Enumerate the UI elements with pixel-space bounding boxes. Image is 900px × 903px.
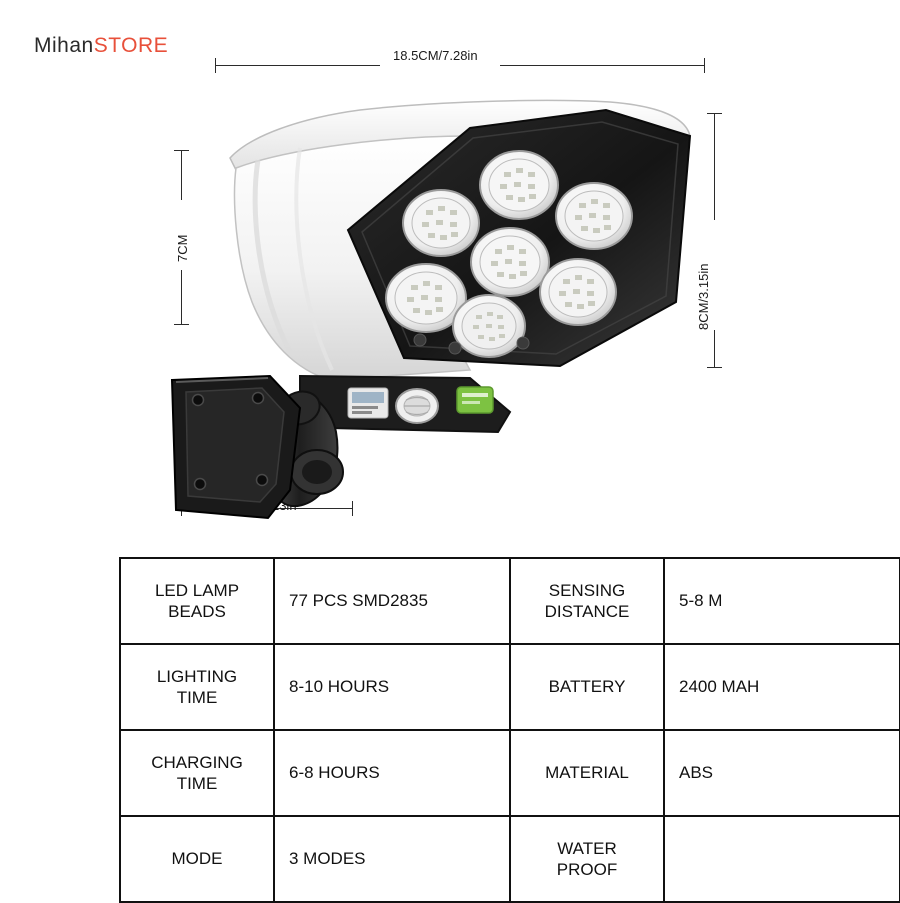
product-image-area: [0, 40, 900, 540]
spec-value: 2400 MAH: [664, 644, 900, 730]
led-module: [471, 228, 549, 296]
brand-name-part1: Mihan: [34, 34, 94, 57]
spec-key: BATTERY: [510, 644, 664, 730]
table-row: [120, 558, 900, 644]
dimension-label-height: 8CM/3.15in: [696, 263, 711, 330]
spec-value: 77 PCS SMD2835: [274, 558, 510, 644]
spec-key: MODE: [120, 816, 274, 902]
dimension-label-width: 18.5CM/7.28in: [393, 48, 478, 63]
spec-key: MATERIAL: [510, 730, 664, 816]
product-illustration: [0, 40, 900, 540]
table-row: [120, 816, 900, 902]
led-module: [403, 190, 479, 256]
table-row: [120, 730, 900, 816]
brand-name-part2: STORE: [93, 34, 169, 57]
spec-value: 5-8 M: [664, 558, 900, 644]
spec-value: [664, 816, 900, 902]
table-row: [120, 644, 900, 730]
power-button-icon: [457, 387, 493, 413]
dimension-label-body-height: 7CM: [175, 234, 190, 262]
specification-table: [119, 557, 900, 903]
led-module: [556, 183, 632, 249]
spec-key: LED LAMP BEADS: [120, 558, 274, 644]
led-module: [453, 295, 525, 357]
led-module: [480, 151, 558, 219]
spec-value: 8-10 HOURS: [274, 644, 510, 730]
spec-key: WATER PROOF: [510, 816, 664, 902]
spec-key: CHARGING TIME: [120, 730, 274, 816]
spec-value: ABS: [664, 730, 900, 816]
spec-key: SENSING DISTANCE: [510, 558, 664, 644]
spec-value: 6-8 HOURS: [274, 730, 510, 816]
spec-key: LIGHTING TIME: [120, 644, 274, 730]
spec-value: 3 MODES: [274, 816, 510, 902]
led-module: [540, 259, 616, 325]
